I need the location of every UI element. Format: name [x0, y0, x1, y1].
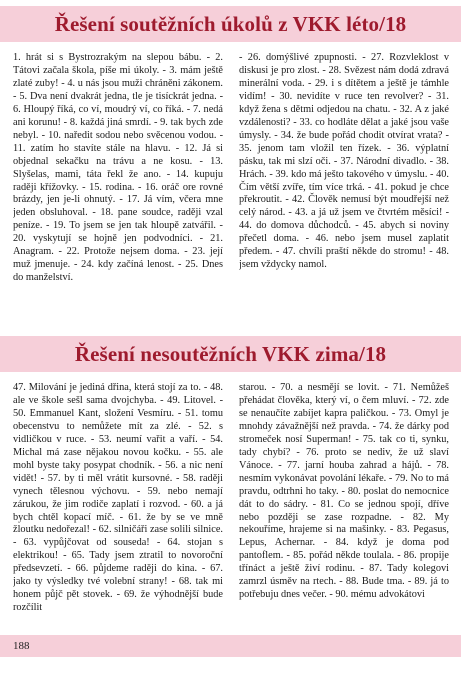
section-title-noncontest: Řešení nesoutěžních VKK zima/18	[74, 342, 387, 366]
section-title-contest: Řešení soutěžních úkolů z VKK léto/18	[54, 12, 407, 36]
page-number: 188	[13, 640, 30, 652]
contest-solutions-left-column: 1. hrát si s Bystrozrakým na slepou bábu. - 2. Tátovi začala škola, píše mi úkoly. - 3. mám ještě zlaté zuby! - 4. u nás jsou muži chráněni zákonem. - 5. Dva není dvakrát jedna, tle je tisíckrát jedna. - 6. Hloupý říká, co ví, moudrý ví, co říká. - 7. nedá ani korunu! - 8. každá jiná smrdí. - 9. tak bych zde nebyl. - 10. naředit sodou nebo svěcenou vodou. - 11. zatím ho stavíte stále na hlavu. - 12. Já si objednal sekačku na trávu a ne kosu. - 13. Slyšelas, mami, táta řekl že ano. - 14. kupuju raději křížovky. - 15. rodina. - 16. oráč ore rovné brázdy, jen je-li ohnutý. - 17. Já vím, včera mne jeden obsluhoval. - 18. pane soudce, raději vzal peníze. - 19. To jsem se jen tak hloupě zatvářil. - 20. vyskytují se hojně jen podvodníci. - 21. Anagram. - 22. Protože nejsem doma. - 23. její muž jmenuje. - 24. kdy začíná lenost. - 25. Dnes do manželství.	[13, 52, 223, 284]
contest-solutions-right-column: - 26. domýšlivé zpupnosti. - 27. Rozvleklost v diskusi je pro zlost. - 28. Svězest nám dodá zdravá minerální voda. - 29. i s dítětem a ještě je támhle vidím! - 30. nevidíte v ruce ten revolver? - 31. když žena s dětmi odjedou na chatu. - 32. A z jaké vzdálenosti? - 33. co hodláte dělat a jaké jsou vaše úmysly. - 34. že bude pořád chodit otvírat vrata? - 35. jenom tam vložil ten řízek. - 36. výplatní pásku, tak mi slzí oči. - 37. Národní divadlo. - 38. Hrách. - 39. kdo má ješto takového v úmyslu. - 40. Čím větší zvíře, tím více trká. - 41. pokud je chce překroutit. - 42. Člověk nemusí být moudřejší než celý národ. - 43. a já už jsem ve čtvrtém měsíci! - 44. do domova důchodců. - 45. abych si noviny přečetl doma. - 46. nebo jsem musel zaplatit předem. - 47. chvíli praští někde do stromu! - 48. jsem vždycky namol.	[239, 52, 449, 271]
contest-solutions	[13, 52, 449, 334]
noncontest-solutions-right-column: starou. - 70. a nesmějí se lovit. - 71. Nemůžeš přehádat člověka, který ví, o čem mluví. - 72. zde se nenaučíte zabíjet kapra paličkou. - 73. Omyl je mnohdy závažnější než pravda. - 74. že dárky pod stromeček nosí Superman! - 75. tak co ti, synku, tady chybí? - 76. proto se nediv, že už slaví Vánoce. - 77. jarní houba zahrad a hájů. - 78. nesmím vykonávat povolání lékaře. - 79. No to má pravdu, odtrhni ho taky. - 80. poslat do nemocnice dát to do sádry. - 81. Co se jednou spojí, dříve nebo později se zase rozpadne. - 82. My nekouříme, hrajeme si na mašinky. - 83. Pegasus, Lepus, Achernar. - 84. když je doma pod pantoflem. - 85. pořád někde toulala. - 86. propije třínáct a ještě živí rodinu. - 87. Tady kolegovi zamrzl úsměv na rtech. - 88. Bude tma. - 89. já to potřebuju dnes večer. - 90. mému advokátovi	[239, 382, 449, 601]
section-header-band-contest	[0, 6, 461, 42]
footer-band	[0, 635, 461, 657]
noncontest-solutions	[13, 382, 449, 617]
noncontest-solutions-left-column: 47. Milování je jediná dřina, která stojí za to. - 48. ale ve škole sešl sama dvojchyba. - 49. Litovel. - 50. Emmanuel Kant, složení Vesmíru. - 51. tomu obecenstvu to nemůžete mít za zlé. - 52. s vidličkou v ruce. - 53. neumí vařit a vaří. - 54. Michal má zase nějakou novou kočku. - 55. ale mohl byste taky posypat chodník. - 56. a nic není vidět! - 57. by ti měl vrátit kursovné. - 58. raději vynech tělesnou výchovu. - 59. nebo nemají zárukou, že jim rodiče zaplatí i rozvod. - 60. a já bych chtěl kopací míč. - 61. že by se ve mně žloutku nedořezal! - 62. silničáři zase solili silnice. - 63. vypůjčovat od souseda! - 64. stojan s elektrikou! - 65. Tady jsem ztratil to novoroční předsevzetí. - 66. půjdeme raději do kina. - 67. jako ty výsledky tvé volební strany! - 68. tak mi honem půjč pět stovek. - 69. že výhodnější bude rozčílit	[13, 382, 223, 614]
page-footer	[0, 617, 461, 678]
section-header-band-noncontest	[0, 336, 461, 372]
